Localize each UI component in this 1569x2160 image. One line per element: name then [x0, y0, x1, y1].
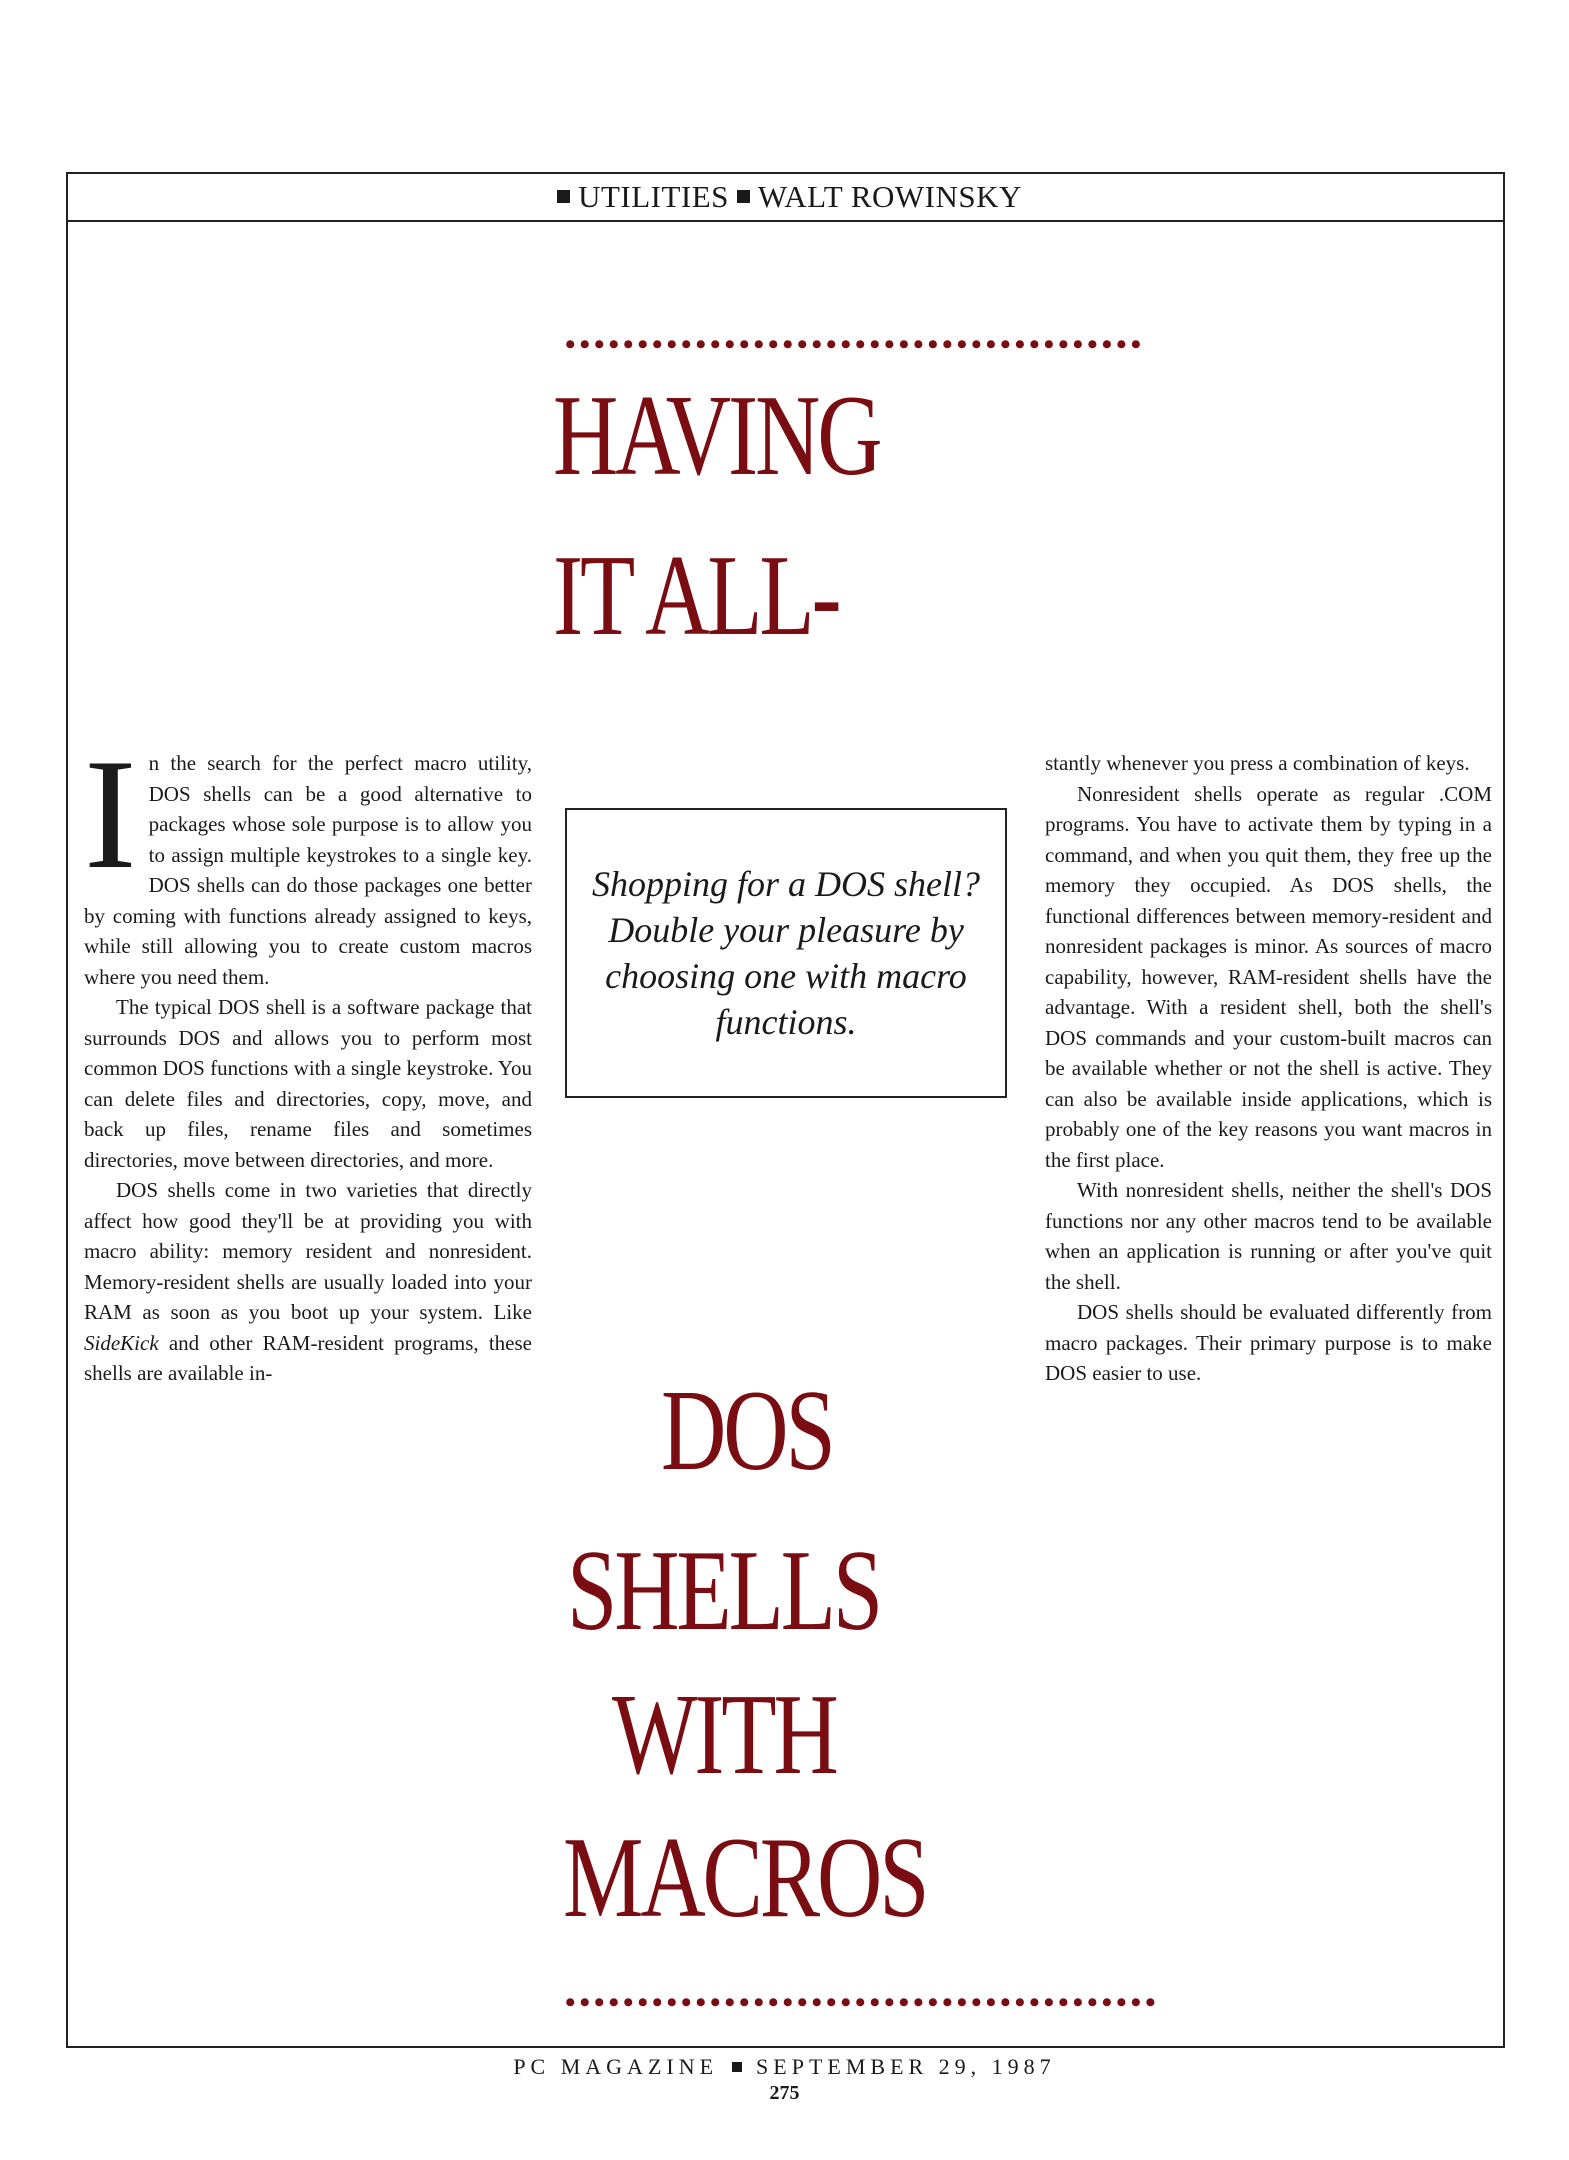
right-paragraph-4: DOS shells should be evaluated differently from macro packages. Their primary purpose is to make DOS easier to use.: [1045, 1300, 1492, 1385]
headline-line-3: DOS: [661, 1367, 833, 1495]
headline-line-1: HAVING: [553, 372, 880, 500]
body-column-left: [84, 727, 532, 1389]
left-paragraph-1: In the search for the perfect macro utility, DOS shells can be a good alternative to packages whose sole purpose is to allow you to assign multiple keystrokes to a single key. DOS shells can do those packages one better by coming with functions already assigned to keys, while still allowing you to create custom macros where you need them.: [84, 727, 532, 989]
right-paragraph-3: With nonresident shells, neither the shell's DOS functions nor any other macros tend to be available when an application is running or after you've quit the shell.: [1045, 1178, 1492, 1294]
bullet-square-icon: [557, 190, 570, 203]
page-number: 275: [769, 2082, 800, 2104]
headline-line-6: MACROS: [563, 1814, 927, 1942]
page-footer: [0, 2054, 1569, 2080]
headline-line-2: IT ALL-: [553, 532, 839, 660]
dotted-rule-top: ••••••••••••••••••••••••••••••••••••••••: [565, 328, 1146, 361]
magazine-name: PC MAGAZINE: [513, 2054, 719, 2079]
body-column-right: [1045, 748, 1492, 1389]
headline-line-5: WITH: [612, 1671, 836, 1799]
pull-quote-text: Shopping for a DOS shell? Double your pleasure by choosing one with macro functions.: [591, 864, 980, 1042]
author-name: WALT ROWINSKY: [757, 179, 1022, 214]
left-paragraph-3: DOS shells come in two varieties that directly affect how good they'll be at providing you with macro ability: memory resident and nonresident. Memory-resident shells are usually loaded into your RAM as soon as you boot up your system. Like SideKick and other RAM-resident programs, these shells are available in-: [84, 1178, 532, 1385]
bullet-square-icon: [737, 190, 750, 203]
product-name-italic: SideKick: [84, 1330, 159, 1355]
dotted-rule-bottom: •••••••••••••••••••••••••••••••••••••••••: [565, 1986, 1160, 2019]
bullet-square-icon: [732, 2062, 742, 2072]
pull-quote-box: [565, 808, 1007, 1098]
section-header: [68, 174, 1503, 222]
issue-date: SEPTEMBER 29, 1987: [756, 2054, 1056, 2079]
drop-cap: I: [84, 727, 137, 902]
right-paragraph-2: Nonresident shells operate as regular .COM programs. You have to activate them by typing in a command, and when you quit them, they free up the memory they occupied. As DOS shells, the functional differences between memory-resident and nonresident packages is minor. As sources of macro capability, however, RAM-resident shells have the advantage. With a resident shell, both the shell's DOS commands and your custom-built macros can be available whether or not the shell is active. They can also be available inside applications, which is probably one of the key reasons you want macros in the first place.: [1045, 781, 1492, 1172]
section-label: UTILITIES: [578, 179, 729, 214]
right-paragraph-1: stantly whenever you press a combination of keys.: [1045, 751, 1470, 775]
left-paragraph-2: The typical DOS shell is a software package that surrounds DOS and allows you to perform most common DOS functions with a single keystroke. You can delete files and directories, copy, move, and back up files, rename files and sometimes directories, move between directories, and more.: [84, 995, 532, 1172]
headline-line-4: SHELLS: [567, 1527, 881, 1655]
